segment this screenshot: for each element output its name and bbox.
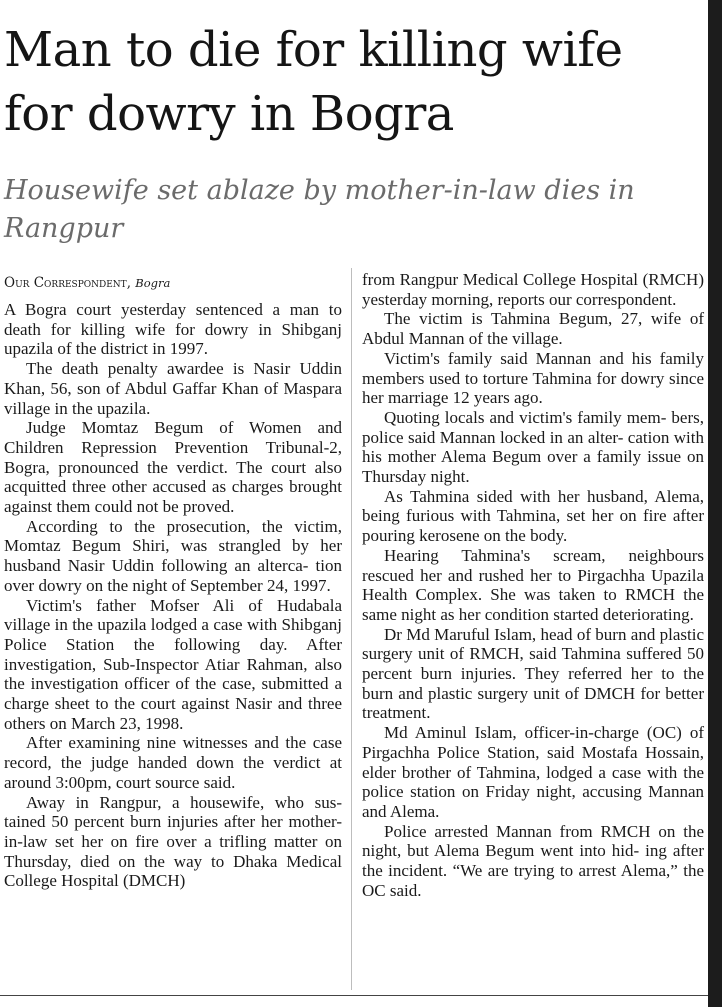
paragraph: Hearing Tahmina's scream, neighbours rescued her and rushed her to Pirgachha Upazila Health Complex. She was taken to RMCH the same night as her condition started deteriorating. [362,545,704,624]
subheadline: Housewife set ablaze by mother-in-law dies in Rangpur [4,175,635,244]
paragraph: Judge Momtaz Begum of Women and Children Repression Prevention Tribunal-2, Bogra, pronounced the verdict. The court also acquitted three other accused as charges brought against them could not be proved. [4,418,342,517]
paragraph-continued: from Rangpur Medical College Hospital (RMCH) yesterday morning, reports our correspondent. [362,270,704,309]
paragraph: Away in Rangpur, a housewife, who sus- tained 50 percent burn injuries after her mother-in-law set her on fire over a trifling matter on Thursday, died on the way to Dhaka Medical College Hospital (DMCH) [4,792,342,891]
paragraph: According to the prosecution, the victim, Momtaz Begum Shiri, was strangled by her husband Nasir Uddin following an alterca- tion over dowry on the night of September 24, 1997. [4,516,342,595]
headline: Man to die for killing wife for dowry in Bogra [4,22,623,142]
paragraph: Dr Md Maruful Islam, head of burn and plastic surgery unit of RMCH, said Tahmina suffered 50 percent burn injuries. They referred her to the burn and plastic surgery unit of DMCH for better treatment. [362,624,704,723]
bottom-rule [0,995,708,996]
paragraph: Victim's family said Mannan and his family members used to torture Tahmina for dowry since her marriage 12 years ago. [362,348,704,408]
paragraph: Police arrested Mannan from RMCH on the night, but Alema Begum went into hid- ing after the incident. “We are trying to arrest Alema,” the OC said. [362,821,704,900]
paragraph: After examining nine witnesses and the case record, the judge handed down the verdict at around 3:00pm, court source said. [4,733,342,792]
article-column-right [362,270,704,901]
paragraph: Quoting locals and victim's family mem- bers, police said Mannan locked in an alter- cation with his mother Alema Begum over a family issue on Thursday night. [362,407,704,487]
paragraph: The victim is Tahmina Begum, 27, wife of Abdul Mannan of the village. [362,309,704,349]
paragraph: Victim's father Mofser Ali of Hudabala village in the upazila lodged a case with Shibganj Police Station the following day. After investigation, Sub-Inspector Atiar Rahman, also the investigation officer of the case, submitted a charge sheet to the court against Nasir and three others on March 23, 1998. [4,595,342,733]
byline-author: Our Correspondent, [4,275,131,291]
paragraph: Md Aminul Islam, officer-in-charge (OC) of Pirgachha Police Station, said Mostafa Hossain, elder brother of Tahmina, lodged a case with the police station on Friday night, accusing Mannan and Alema. [362,723,704,821]
paragraph: As Tahmina sided with her husband, Alema, being furious with Tahmina, set her on fire after pouring kerosene on the body. [362,486,704,546]
byline-location: Bogra [135,276,171,290]
byline [4,273,344,293]
article-column-left [4,300,342,891]
page-edge-bar [708,0,722,1007]
paragraph: A Bogra court yesterday sentenced a man to death for killing wife for dowry in Shibganj upazila of the district in 1997. [4,300,342,359]
column-divider [351,268,352,990]
paragraph: The death penalty awardee is Nasir Uddin Khan, 56, son of Abdul Gaffar Khan of Maspara village in the upazila. [4,359,342,418]
